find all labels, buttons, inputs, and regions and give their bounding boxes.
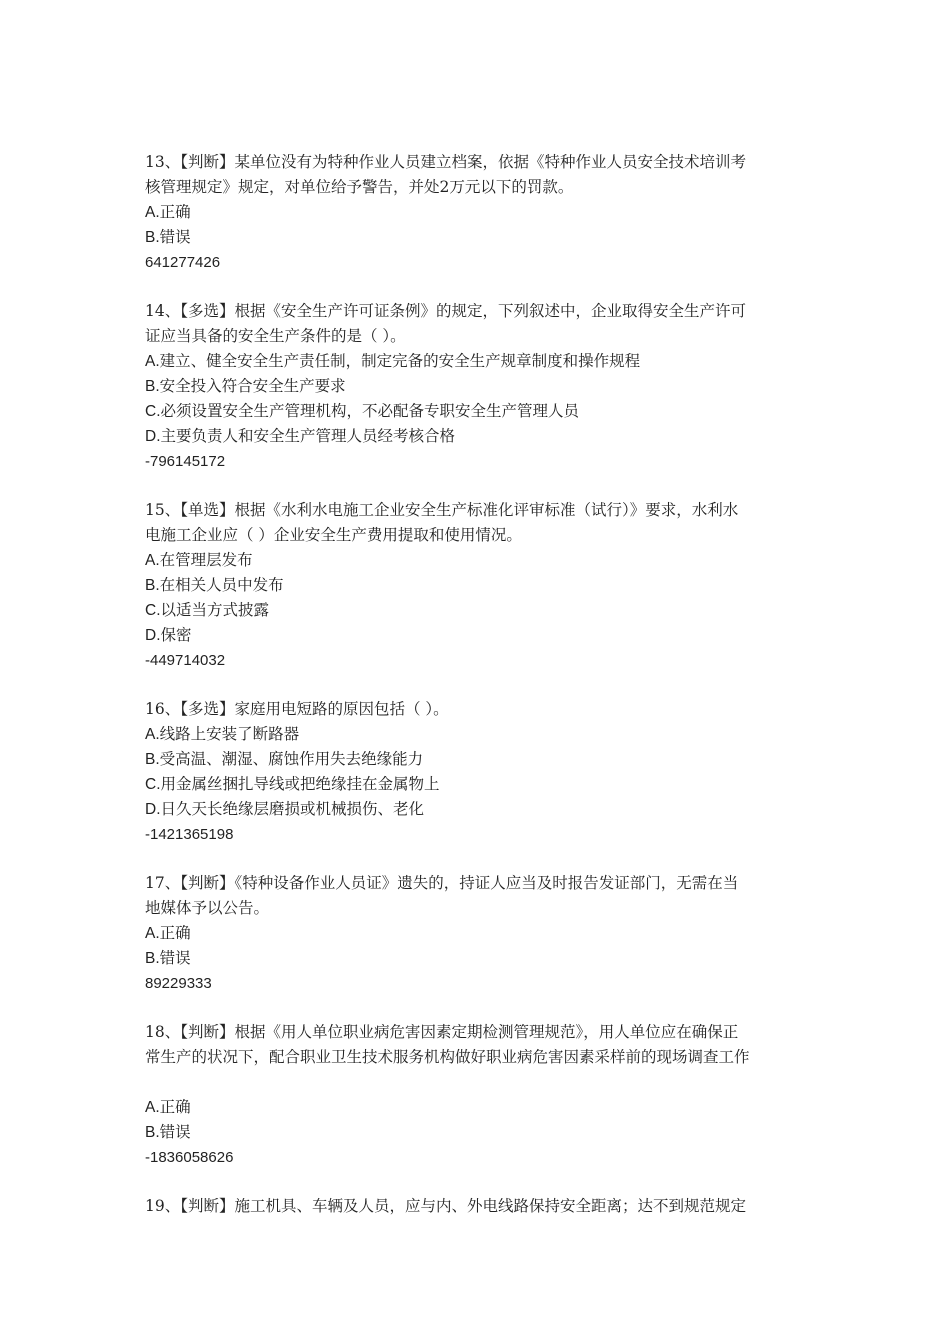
question-text: 15、【单选】根据《水利水电施工企业安全生产标准化评审标准（试行）》要求，水利水 [145, 501, 739, 519]
option-letter: B. [145, 577, 160, 594]
question-text: 14、【多选】根据《安全生产许可证条例》的规定，下列叙述中，企业取得安全生产许可 [145, 302, 746, 320]
option-text: 安全投入符合安全生产要求 [159, 377, 346, 395]
question-text: 常生产的状况下，配合职业卫生技术服务机构做好职业病危害因素采样前的现场调查工作 [145, 1048, 750, 1066]
question-code: -1836058626 [145, 1149, 234, 1166]
option-letter: A. [145, 552, 160, 569]
option-letter: B. [145, 950, 160, 967]
option-text: 用金属丝捆扎导线或把绝缘挂在金属物上 [160, 775, 440, 793]
option-letter: B. [145, 378, 160, 395]
option-text: 以适当方式披露 [160, 601, 270, 619]
option-a [145, 722, 810, 747]
question-17 [145, 871, 810, 996]
question-text: 17、【判断】《特种设备作业人员证》遗失的，持证人应当及时报告发证部门，无需在当 [145, 874, 739, 892]
option-b [145, 747, 810, 772]
option-text: 错误 [159, 228, 191, 246]
option-c [145, 598, 810, 623]
blank-line [145, 1070, 810, 1095]
question-code: -449714032 [145, 652, 226, 669]
option-letter: C. [145, 776, 161, 793]
question-text: 13、【判断】某单位没有为特种作业人员建立档案，依据《特种作业人员安全技术培训考 [145, 153, 746, 171]
option-text: 建立、健全安全生产责任制，制定完备的安全生产规章制度和操作规程 [159, 352, 641, 370]
option-b [145, 946, 810, 971]
option-text: 主要负责人和安全生产管理人员经考核合格 [160, 427, 456, 445]
option-text: 正确 [159, 1098, 191, 1116]
option-text: 在相关人员中发布 [159, 576, 284, 594]
question-14 [145, 299, 810, 474]
question-text: 19、【判断】施工机具、车辆及人员，应与内、外电线路保持安全距离；达不到规范规定 [145, 1197, 746, 1215]
option-text: 保密 [160, 626, 192, 644]
question-list [145, 150, 810, 1243]
question-text: 电施工企业应（ ）企业安全生产费用提取和使用情况。 [145, 526, 522, 544]
question-text: 核管理规定》规定，对单位给予警告，并处2万元以下的罚款。 [145, 178, 574, 196]
option-text: 日久天长绝缘层磨损或机械损伤、老化 [160, 800, 425, 818]
question-code: 641277426 [145, 254, 221, 271]
option-b [145, 374, 810, 399]
option-letter: A. [145, 726, 160, 743]
option-b [145, 573, 810, 598]
option-letter: C. [145, 602, 161, 619]
option-text: 受高温、潮湿、腐蚀作用失去绝缘能力 [159, 750, 424, 768]
question-16 [145, 697, 810, 847]
option-text: 线路上安装了断路器 [159, 725, 300, 743]
question-13 [145, 150, 810, 275]
option-a [145, 548, 810, 573]
question-text: 地媒体予以公告。 [145, 899, 270, 917]
option-c [145, 399, 810, 424]
option-c [145, 772, 810, 797]
question-code: -796145172 [145, 453, 226, 470]
option-text: 错误 [159, 949, 191, 967]
question-15 [145, 498, 810, 673]
option-letter: B. [145, 751, 160, 768]
option-text: 正确 [159, 203, 191, 221]
option-letter: C. [145, 403, 161, 420]
option-d [145, 424, 810, 449]
question-text: 16、【多选】家庭用电短路的原因包括（ ）。 [145, 700, 449, 718]
option-a [145, 921, 810, 946]
question-18 [145, 1020, 810, 1170]
option-letter: D. [145, 428, 161, 445]
option-letter: B. [145, 1124, 160, 1141]
option-letter: D. [145, 627, 161, 644]
option-a [145, 349, 810, 374]
option-letter: D. [145, 801, 161, 818]
question-code: -1421365198 [145, 826, 234, 843]
option-letter: A. [145, 1099, 160, 1116]
option-b [145, 1120, 810, 1145]
option-text: 错误 [159, 1123, 191, 1141]
question-code: 89229333 [145, 975, 212, 992]
option-letter: A. [145, 925, 160, 942]
option-letter: A. [145, 204, 160, 221]
option-letter: A. [145, 353, 160, 370]
option-letter: B. [145, 229, 160, 246]
option-b [145, 225, 810, 250]
option-d [145, 797, 810, 822]
option-text: 在管理层发布 [159, 551, 253, 569]
option-a [145, 1095, 810, 1120]
option-d [145, 623, 810, 648]
option-text: 正确 [159, 924, 191, 942]
option-text: 必须设置安全生产管理机构，不必配备专职安全生产管理人员 [160, 402, 580, 420]
question-text: 证应当具备的安全生产条件的是（ ）。 [145, 327, 406, 345]
question-text: 18、【判断】根据《用人单位职业病危害因素定期检测管理规范》，用人单位应在确保正 [145, 1023, 739, 1041]
option-a [145, 200, 810, 225]
question-19 [145, 1194, 810, 1219]
